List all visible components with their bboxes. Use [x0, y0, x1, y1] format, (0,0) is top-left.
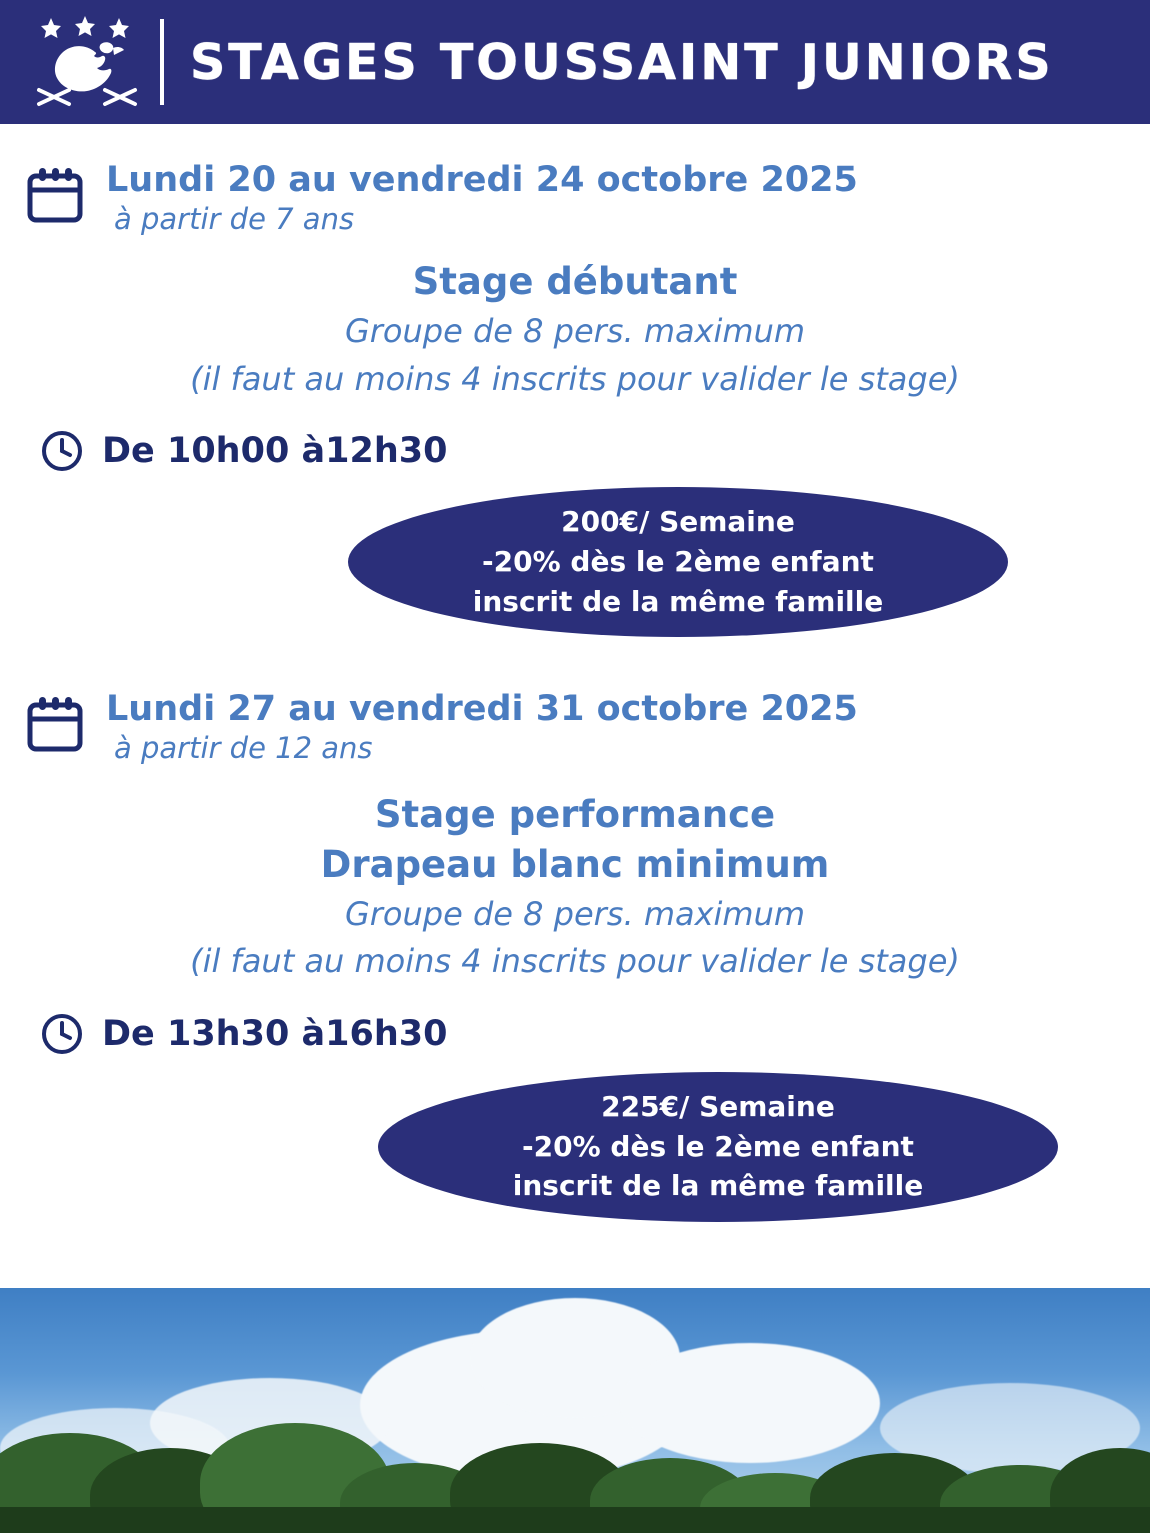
session-1-price-discount: -20% dès le 2ème enfant	[482, 544, 874, 578]
session-2-validation-note: (il faut au moins 4 inscrits pour valider le stage)	[190, 942, 960, 981]
calendar-icon	[26, 695, 84, 753]
session-block-2	[0, 689, 1150, 1222]
page-header	[0, 0, 1150, 124]
session-2-price-amount: 225€/ Semaine	[601, 1089, 835, 1123]
session-1-price-discount-detail: inscrit de la même famille	[472, 584, 884, 618]
calendar-icon	[26, 166, 84, 224]
session-1-price-amount: 200€/ Semaine	[561, 505, 795, 539]
session-2-date-text	[106, 689, 858, 765]
session-2-stage-title: Stage performance	[374, 792, 776, 836]
main-content	[0, 160, 1150, 1222]
session-2-stage-subtitle: Drapeau blanc minimum	[320, 843, 830, 887]
swan-icon	[25, 12, 151, 112]
session-2-price-discount-detail: inscrit de la même famille	[512, 1169, 924, 1203]
session-2-age: à partir de 12 ans	[114, 730, 373, 765]
session-block-1	[0, 160, 1150, 637]
session-1-time-row	[0, 429, 1150, 473]
ground-strip	[0, 1507, 1150, 1533]
tree-line	[0, 1413, 1150, 1533]
session-1-validation-note: (il faut au moins 4 inscrits pour valider le stage)	[190, 359, 960, 398]
session-2-price-bubble	[378, 1072, 1058, 1222]
session-1-date-text	[106, 160, 858, 236]
clock-icon	[40, 1012, 84, 1056]
session-1-date-row	[0, 160, 1150, 236]
session-2-group-note: Groupe de 8 pers. maximum	[344, 895, 806, 934]
session-2-time-row	[0, 1012, 1150, 1056]
session-1-time: De 10h00 à12h30	[102, 430, 448, 471]
rainbow-photo	[0, 1288, 1150, 1533]
session-2-date-range: Lundi 27 au vendredi 31 octobre 2025	[106, 688, 858, 729]
session-2-time: De 13h30 à16h30	[102, 1013, 448, 1054]
session-1-price-bubble	[348, 487, 1008, 637]
session-2-price-discount: -20% dès le 2ème enfant	[522, 1129, 914, 1163]
session-1-group-note: Groupe de 8 pers. maximum	[344, 312, 806, 351]
session-2-date-row	[0, 689, 1150, 765]
page-title: STAGES TOUSSAINT JUNIORS	[190, 33, 1054, 91]
session-1-age: à partir de 7 ans	[114, 202, 355, 237]
session-1-date-range: Lundi 20 au vendredi 24 octobre 2025	[106, 160, 858, 200]
session-2-details	[0, 791, 1150, 984]
header-divider	[160, 19, 164, 105]
session-1-details	[0, 258, 1150, 400]
club-logo	[18, 10, 158, 114]
clock-icon	[40, 429, 84, 473]
session-1-stage-title: Stage débutant	[412, 260, 738, 304]
